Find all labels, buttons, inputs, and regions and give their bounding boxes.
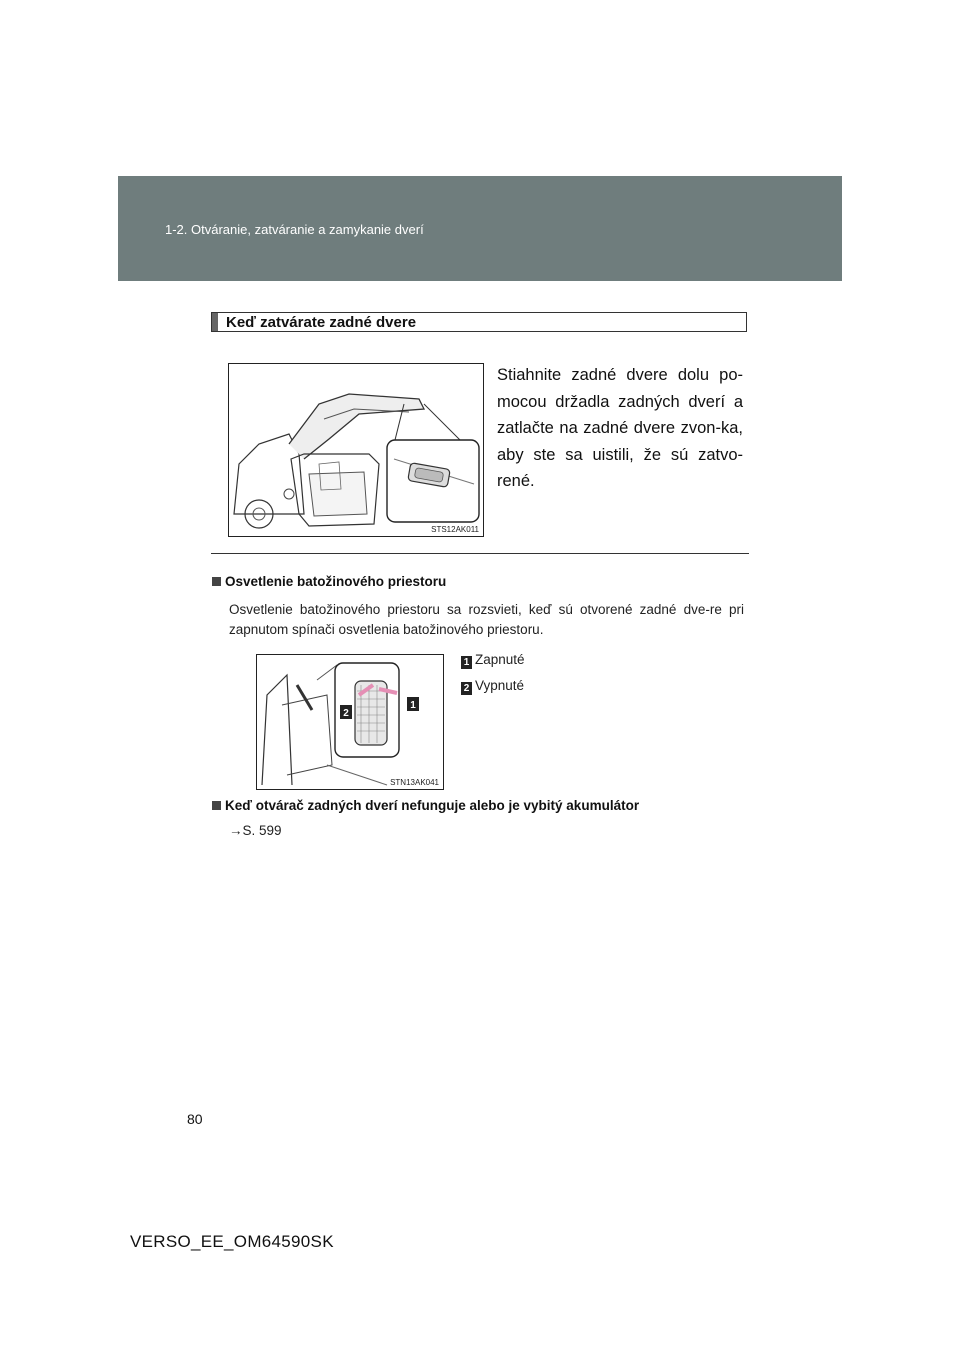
- luggage-light-text: Osvetlenie batožinového priestoru sa rozsvieti, keď sú otvorené zadné dve-re pri zapnutom spínači osvetlenia batožinového priestoru.: [229, 602, 744, 637]
- luggage-light-drawing: [257, 655, 443, 789]
- legend-item-off: [461, 678, 524, 695]
- legend-label: Zapnuté: [475, 652, 525, 667]
- step-instruction: Stiahnite zadné dvere dolu po-mocou držadla zadných dverí a zatlačte na zadné dvere zvon-ka, aby ste sa uistili, že sú zatvo-rené.: [497, 366, 743, 490]
- section-heading-bar: [212, 313, 218, 331]
- page-number: 80: [187, 1111, 203, 1127]
- page-reference: →S. 599: [229, 823, 282, 838]
- footer-code: VERSO_EE_OM64590SK: [130, 1232, 334, 1251]
- section-heading: Keď zatvárate zadné dvere: [226, 314, 417, 331]
- subheading-text: Keď otvárač zadných dverí nefunguje alebo je vybitý akumulátor: [225, 798, 640, 813]
- bullet-square-icon: [212, 577, 221, 586]
- section-divider: [211, 553, 749, 554]
- section-heading-box: [211, 312, 747, 332]
- subheading-text: Osvetlenie batožinového priestoru: [225, 574, 447, 589]
- legend-item-on: [461, 652, 525, 669]
- luggage-light-illustration: [256, 654, 444, 790]
- legend-number: 2: [461, 682, 472, 695]
- legend-label: Vypnuté: [475, 678, 525, 693]
- bullet-square-icon: [212, 801, 221, 810]
- svg-text:1: 1: [410, 700, 416, 711]
- legend-number: 1: [461, 656, 472, 669]
- subheading-opener-fail: [212, 798, 639, 813]
- svg-text:2: 2: [343, 708, 349, 719]
- figure-code: STS12AK011: [431, 525, 479, 534]
- back-door-illustration: [228, 363, 484, 537]
- chapter-title: 1-2. Otváranie, zatváranie a zamykanie dverí: [165, 222, 424, 237]
- figure-code: STN13AK041: [390, 778, 439, 787]
- back-door-drawing: [229, 364, 483, 536]
- subheading-luggage-light: [212, 574, 446, 589]
